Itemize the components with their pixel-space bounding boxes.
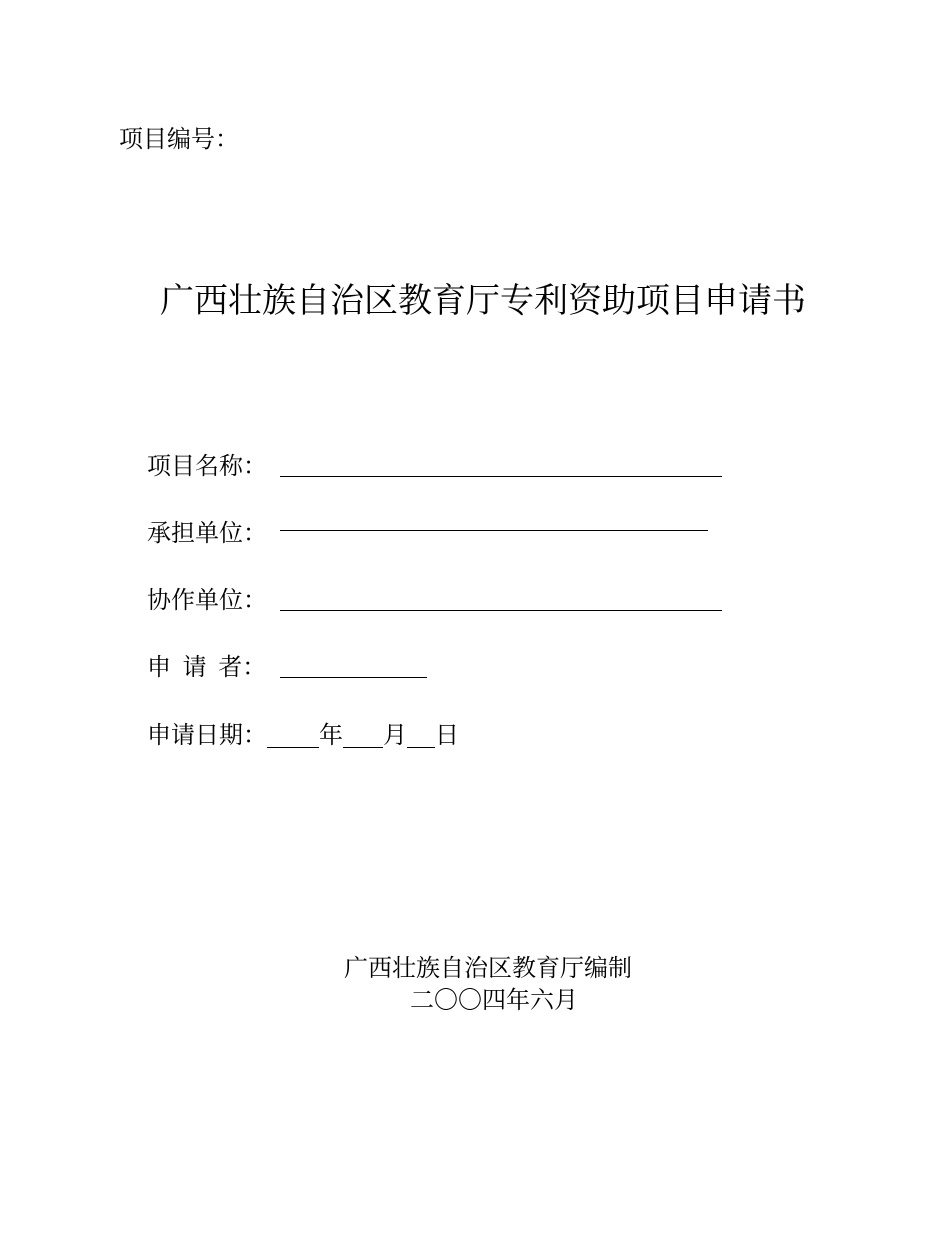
project-name-label: 项目名称：: [147, 452, 267, 480]
project-name-blank[interactable]: [280, 476, 722, 477]
month-blank[interactable]: [343, 721, 383, 748]
document-title: 广西壮族自治区教育厅专利资助项目申请书: [160, 281, 806, 321]
year-blank[interactable]: [267, 721, 319, 748]
applicant-blank[interactable]: [280, 677, 427, 678]
collaborator-label: 协作单位：: [147, 586, 267, 614]
compiler-text: 广西壮族自治区教育厅编制: [344, 954, 632, 982]
undertaker-label: 承担单位：: [147, 519, 267, 547]
day-blank[interactable]: [407, 721, 435, 748]
collaborator-blank[interactable]: [280, 610, 722, 611]
month-char: 月: [383, 721, 407, 749]
day-char: 日: [435, 721, 459, 749]
compile-date: 二〇〇四年六月: [410, 986, 578, 1014]
undertaker-blank[interactable]: [280, 530, 708, 531]
application-date-row: [147, 718, 459, 752]
year-char: 年: [319, 721, 343, 749]
applicant-label: 申 请 者：: [147, 653, 267, 681]
date-label: 申请日期：: [147, 721, 267, 749]
project-number-label: 项目编号：: [119, 125, 239, 153]
